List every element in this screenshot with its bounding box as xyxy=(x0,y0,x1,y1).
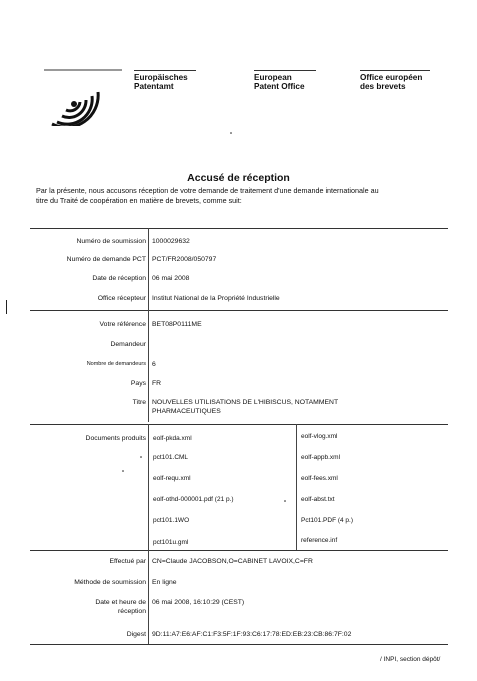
document-item: pct101u.gml xyxy=(153,539,189,546)
page-title: Accusé de réception xyxy=(187,172,290,184)
submission-method-value: En ligne xyxy=(152,579,177,586)
submission-number-label: Numéro de soumission xyxy=(76,238,146,245)
org-name-fr: Office européen des brevets xyxy=(360,73,423,91)
document-item: eolf-abst.txt xyxy=(301,496,335,503)
document-item: eolf-vlog.xml xyxy=(301,433,338,440)
applicant-count-label: Nombre de demandeurs xyxy=(86,361,146,367)
reception-date-value: 06 mai 2008 xyxy=(152,275,190,282)
applicant-label: Demandeur xyxy=(110,341,146,348)
invention-title-value: NOUVELLES UTILISATIONS DE L'HIBISCUS, NOTAMMENT PHARMACEUTIQUES xyxy=(152,399,339,415)
document-item: eolf-fees.xml xyxy=(301,475,338,482)
submitted-by-label: Effectué par xyxy=(109,558,146,565)
your-reference-value: BET08P0111ME xyxy=(152,321,202,328)
intro-text: Par la présente, nous accusons réception de votre demande de traitement d'une demande internationale au titre du Traité de coopération en matière de brevets, comme suit: xyxy=(36,186,379,205)
country-value: FR xyxy=(152,380,162,387)
document-item: Pct101.PDF (4 p.) xyxy=(301,517,354,524)
reception-datetime-value: 06 mai 2008, 16:10:29 (CEST) xyxy=(152,599,245,606)
org-name-de: Europäisches Patentamt xyxy=(134,73,188,91)
country-label: Pays xyxy=(130,380,146,387)
reception-date-label: Date de réception xyxy=(92,275,146,282)
digest-label: Digest xyxy=(126,631,146,638)
applicant-count-value: 6 xyxy=(152,361,156,368)
document-item: pct101.1WO xyxy=(153,517,190,524)
pct-number-value: PCT/FR2008/050797 xyxy=(152,256,217,263)
epo-logo xyxy=(44,66,124,126)
document-item: eolf-appb.xml xyxy=(301,454,341,461)
invention-title-label: Titre xyxy=(132,399,146,406)
submission-method-label: Méthode de soumission xyxy=(74,579,146,586)
receiving-office-value: Institut National de la Propriété Industrielle xyxy=(152,295,280,302)
submitted-by-value: CN=Claude JACOBSON,O=CABINET LAVOIX,C=FR xyxy=(152,558,313,565)
your-reference-label: Votre référence xyxy=(99,321,146,328)
document-item: eolf-pkda.xml xyxy=(153,435,192,442)
document-item: pct101.CML xyxy=(153,454,189,461)
submission-number-value: 1000029632 xyxy=(152,238,190,245)
document-item: eolf-requ.xml xyxy=(153,475,191,482)
reception-datetime-label: Date et heure de réception xyxy=(95,599,146,615)
receiving-office-label: Office récepteur xyxy=(97,295,146,302)
document-item: eolf-othd-000001.pdf (21 p.) xyxy=(153,496,234,503)
digest-value: 9D:11:A7:E6:AF:C1:F3:5F:1F:93:C6:17:78:ED:EB:23:CB:86:7F:02 xyxy=(152,631,352,638)
pct-number-label: Numéro de demande PCT xyxy=(66,256,146,263)
org-name-en: European Patent Office xyxy=(254,73,305,91)
documents-label: Documents produits xyxy=(85,435,146,442)
footer-note: / INPI, section dépôt/ xyxy=(380,656,441,663)
document-item: reference.inf xyxy=(301,537,338,544)
